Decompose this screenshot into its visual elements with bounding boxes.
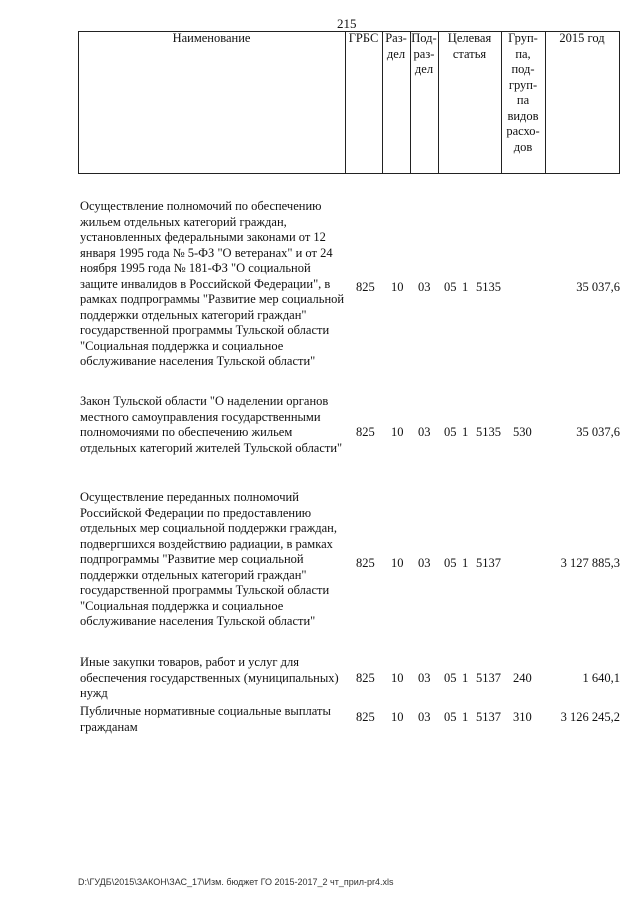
row-razdel: 10 (391, 556, 404, 570)
row-sum: 35 037,6 (576, 425, 620, 439)
row-statya-subprogram: 1 (462, 556, 469, 570)
row-razdel: 10 (391, 425, 404, 439)
page-number: 215 (337, 16, 357, 31)
row-sum: 3 127 885,3 (560, 556, 620, 570)
row-podrazdel: 03 (418, 425, 431, 439)
row-sum: 1 640,1 (582, 671, 620, 685)
header-divider (619, 31, 620, 173)
header-podrazdel: Под- раз- дел (411, 31, 437, 76)
row-grbs: 825 (356, 556, 375, 570)
row-sum: 35 037,6 (576, 280, 620, 294)
header-bottom-border (78, 173, 620, 174)
row-sum: 3 126 245,2 (560, 710, 620, 724)
row-name: Закон Тульской области "О наделении органов местного самоуправления государственными полномочиями по обеспечению жильем отдельных категорий жителей Тульской области" (80, 394, 343, 455)
row-statya-subprogram: 1 (462, 425, 469, 439)
row-podrazdel: 03 (418, 556, 431, 570)
header-year: 2015 год (559, 31, 605, 45)
header-divider (78, 31, 79, 173)
file-path-footer: D:\ГУДБ\2015\ЗАКОН\ЗАС_17\Изм. бюджет ГО 2015-2017_2 чт_прил-pr4.xls (78, 877, 394, 887)
row-name: Иные закупки товаров, работ и услуг для обеспечения государственных (муниципальных) нужд (80, 655, 339, 700)
row-statya-code: 5135 (476, 280, 501, 294)
row-name: Осуществление переданных полномочий Российской Федерации по предоставлению отдельных мер социальной поддержки граждан, подвергшихся воздействию радиации, в рамках подпрограммы "Развитие мер социальной поддержки отдельных категорий граждан" государственной программы Тульской области "Социальная поддержка и социальное обслуживание населения Тульской области" (80, 490, 337, 628)
row-podrazdel: 03 (418, 671, 431, 685)
row-razdel: 10 (391, 671, 404, 685)
header-name: Наименование (172, 31, 251, 45)
row-grbs: 825 (356, 710, 375, 724)
header-razdel: Раз- дел (385, 31, 407, 61)
row-statya-program: 05 (444, 425, 457, 439)
row-statya-program: 05 (444, 280, 457, 294)
row-statya-subprogram: 1 (462, 280, 469, 294)
header-grbs: ГРБС (348, 31, 379, 45)
row-statya-subprogram: 1 (462, 710, 469, 724)
row-grbs: 825 (356, 671, 375, 685)
row-razdel: 10 (391, 710, 404, 724)
row-name: Публичные нормативные социальные выплаты гражданам (80, 704, 331, 734)
row-statya-program: 05 (444, 671, 457, 685)
header-divider (345, 31, 346, 173)
row-statya-code: 5137 (476, 556, 501, 570)
row-podrazdel: 03 (418, 710, 431, 724)
row-statya-code: 5137 (476, 710, 501, 724)
row-name: Осуществление полномочий по обеспечению жильем отдельных категорий граждан, установленных федеральными законами от 12 января 1995 года № 5-ФЗ "О ветеранах" и от 24 ноября 1995 года № 181-ФЗ "О социальной защите инвалидов в Российской Федерации", в рамках подпрограммы "Развитие мер социальной поддержки отдельных категорий граждан" государственной программы Тульской области "Социальная поддержка и социальное обслуживание населения Тульской области" (80, 199, 345, 368)
row-grbs: 825 (356, 280, 375, 294)
row-statya-program: 05 (444, 710, 457, 724)
row-statya-program: 05 (444, 556, 457, 570)
row-statya-subprogram: 1 (462, 671, 469, 685)
row-podrazdel: 03 (418, 280, 431, 294)
row-grbs: 825 (356, 425, 375, 439)
row-gruppa: 530 (513, 425, 532, 439)
row-statya-code: 5137 (476, 671, 501, 685)
row-razdel: 10 (391, 280, 404, 294)
header-gruppa: Груп- па, под- груп- па видов расхо- дов (506, 31, 540, 154)
header-statya: Целевая статья (447, 31, 492, 61)
row-statya-code: 5135 (476, 425, 501, 439)
row-gruppa: 240 (513, 671, 532, 685)
row-gruppa: 310 (513, 710, 532, 724)
header-divider (545, 31, 546, 173)
